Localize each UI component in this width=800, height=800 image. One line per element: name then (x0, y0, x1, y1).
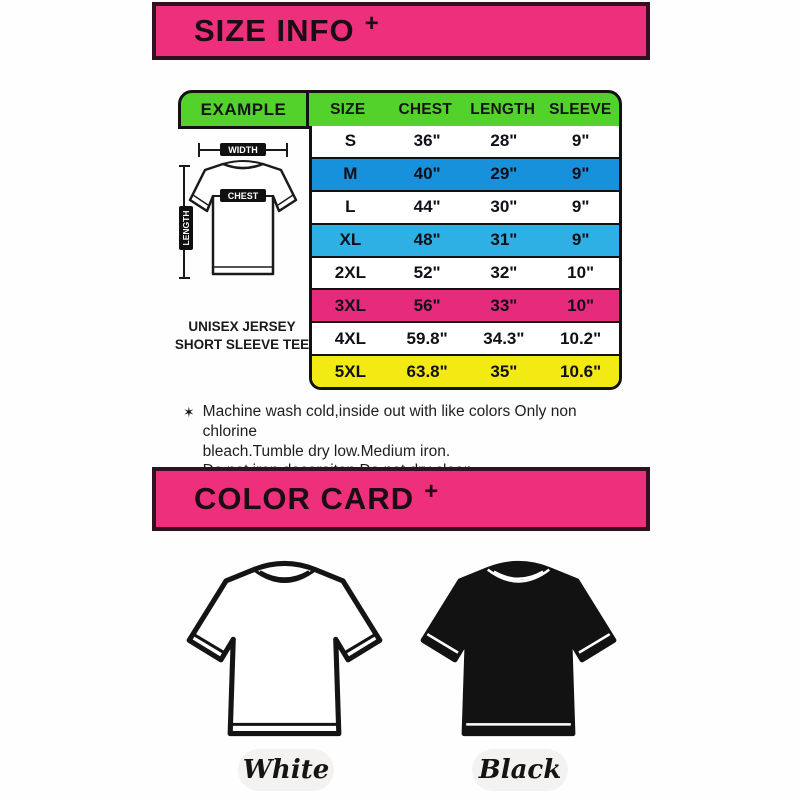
table-cell-sleeve: 10" (567, 295, 595, 315)
table-row (312, 321, 619, 354)
size-table-body (309, 126, 622, 390)
width-label: WIDTH (228, 145, 258, 155)
table-cell-chest: 44" (413, 197, 441, 217)
table-cell-chest: 59.8" (406, 328, 448, 348)
size-table-header-cells (309, 93, 619, 126)
table-cell-chest: 36" (413, 131, 441, 151)
white-swatch-label: White (238, 749, 334, 791)
table-cell-sleeve: 10" (567, 262, 595, 282)
table-cell-size: M (343, 164, 358, 184)
table-cell-length: 31" (490, 230, 518, 250)
chest-label: CHEST (227, 191, 259, 201)
example-header-cell: EXAMPLE (181, 93, 309, 126)
table-cell-size: S (344, 131, 357, 151)
size-table-header (178, 90, 622, 129)
table-row (312, 256, 619, 289)
table-cell-size: 3XL (334, 295, 366, 315)
table-row (312, 157, 619, 190)
table-cell-sleeve: 9" (571, 131, 590, 151)
black-swatch-label: Black (472, 749, 568, 791)
plus-icon: + (364, 10, 379, 37)
table-cell-length: 35" (490, 361, 518, 381)
care-note-line1: Machine wash cold,inside out with like colors Only non chlorine (202, 403, 577, 440)
diagram-tee-outline (190, 161, 296, 274)
tee-caption-line2: SHORT SLEEVE TEE (174, 336, 310, 352)
table-cell-chest: 63.8" (406, 361, 448, 381)
column-header-length: LENGTH (470, 100, 536, 118)
table-cell-size: L (345, 197, 356, 217)
size-info-banner (152, 2, 650, 60)
color-card-banner (152, 467, 650, 531)
table-cell-chest: 40" (413, 164, 441, 184)
table-cell-length: 32" (490, 262, 518, 282)
table-row (312, 223, 619, 256)
column-header-size: SIZE (330, 100, 366, 118)
table-cell-sleeve: 10.2" (560, 328, 602, 348)
plus-icon: + (424, 478, 439, 505)
tshirt-measurement-diagram (179, 138, 307, 308)
table-cell-length: 34.3" (483, 328, 525, 348)
table-cell-size: 4XL (334, 328, 366, 348)
table-cell-length: 28" (490, 131, 518, 151)
table-cell-chest: 56" (413, 295, 441, 315)
table-cell-length: 30" (490, 197, 518, 217)
table-cell-length: 33" (490, 295, 518, 315)
tee-caption-line1: UNISEX JERSEY (188, 319, 296, 334)
table-cell-chest: 48" (413, 230, 441, 250)
white-tshirt-image (182, 545, 387, 750)
tee-caption (166, 318, 318, 353)
star-icon: ✶ (183, 404, 195, 420)
table-cell-length: 29" (490, 164, 518, 184)
length-label: LENGTH (181, 210, 191, 246)
table-cell-chest: 52" (413, 262, 441, 282)
column-header-chest: CHEST (398, 100, 453, 118)
table-cell-size: XL (339, 230, 362, 250)
table-row (312, 288, 619, 321)
table-cell-sleeve: 9" (571, 197, 590, 217)
table-cell-sleeve: 9" (571, 164, 590, 184)
table-row (312, 354, 619, 387)
color-card-title: COLOR CARD (194, 481, 415, 516)
column-header-sleeve: SLEEVE (549, 100, 612, 118)
care-note-line2: bleach.Tumble dry low.Medium iron. (202, 442, 451, 460)
table-cell-size: 2XL (334, 262, 366, 282)
table-cell-sleeve: 10.6" (560, 361, 602, 381)
table-row (312, 190, 619, 223)
table-cell-sleeve: 9" (571, 230, 590, 250)
size-info-title: SIZE INFO (194, 13, 355, 48)
table-row (312, 126, 619, 157)
black-tshirt-image (416, 545, 621, 750)
table-cell-size: 5XL (334, 361, 366, 381)
